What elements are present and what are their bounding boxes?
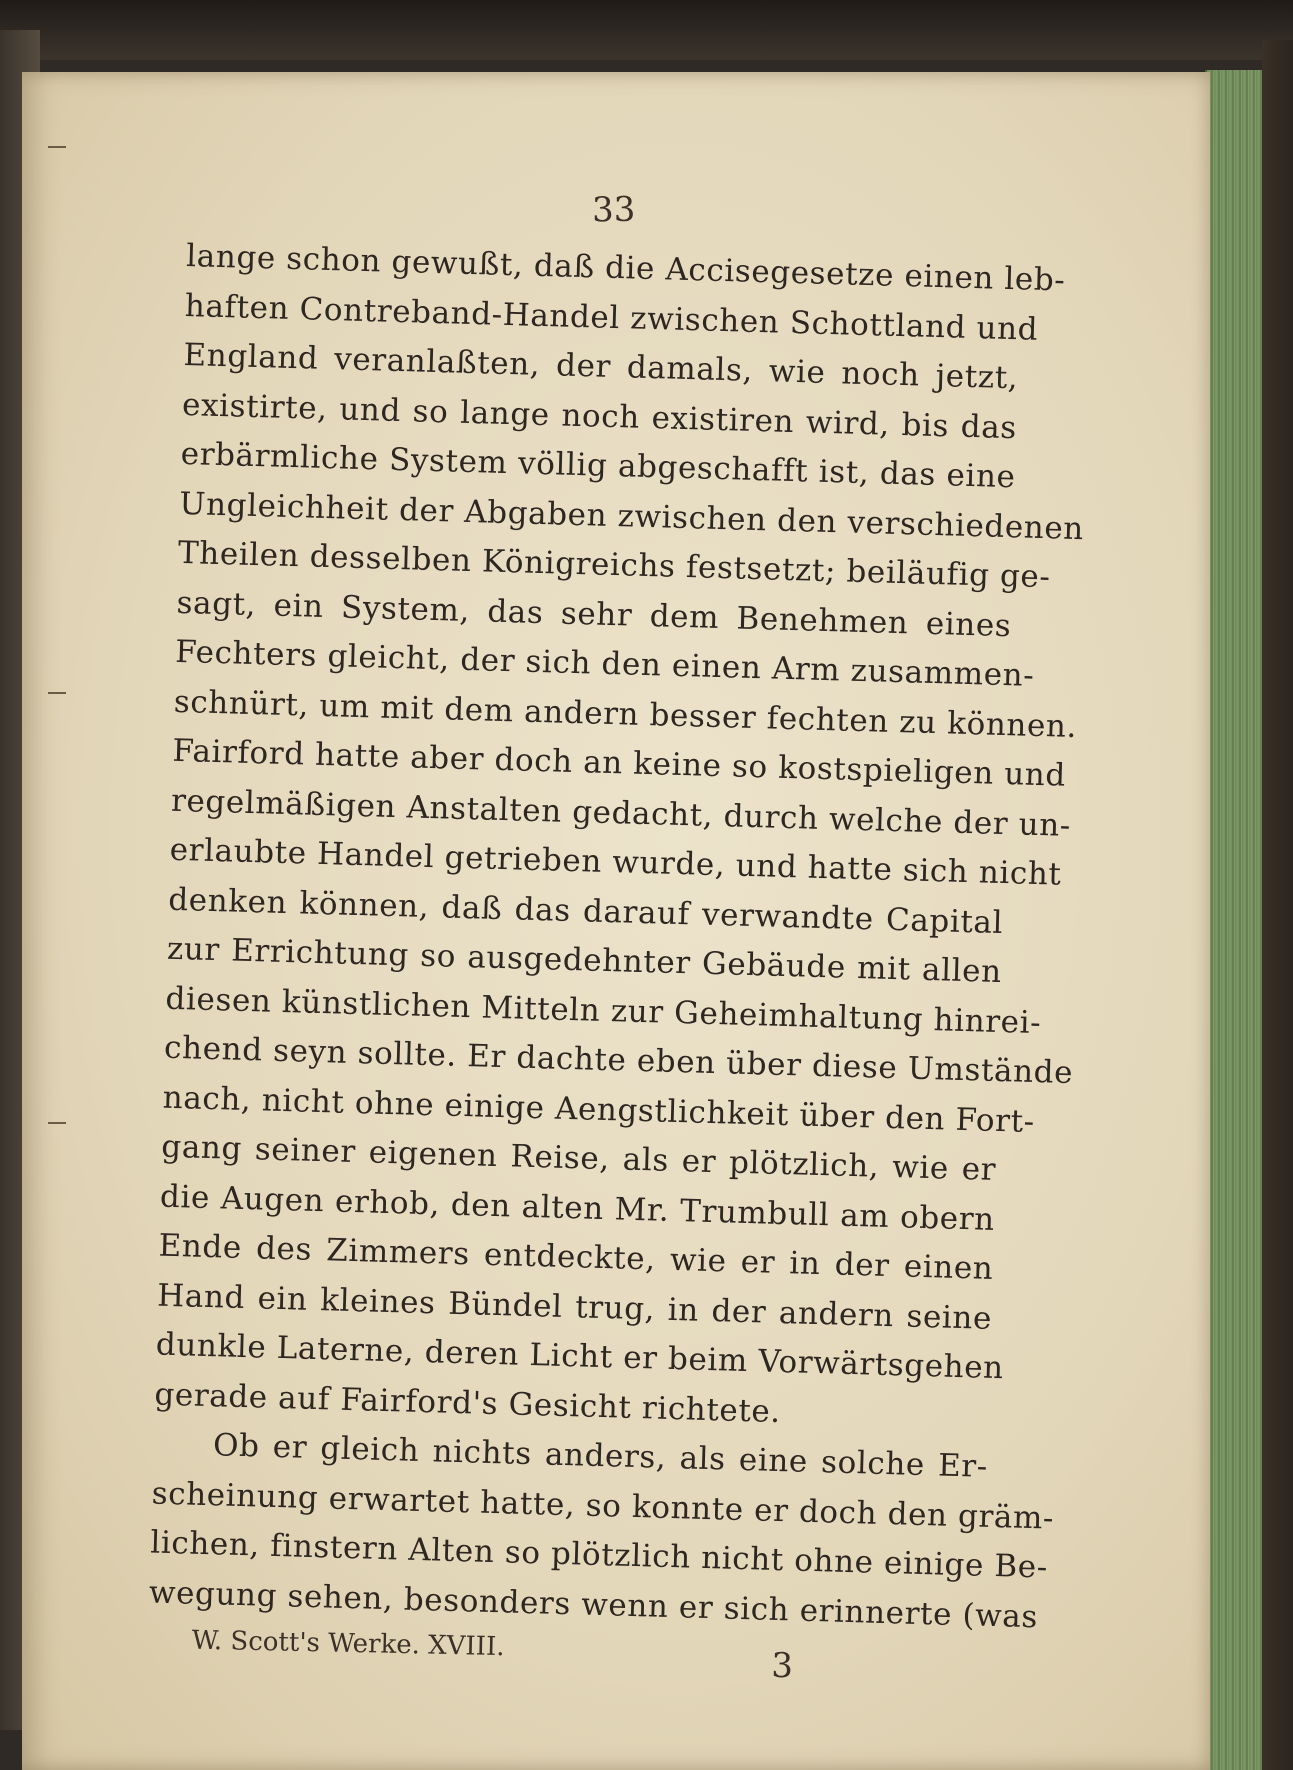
text-line: dunkle Laterne, deren Licht er beim Vorwärtsgehen (155, 1326, 1005, 1387)
text-line: Hand ein kleines Bündel trug, in der andern seine (156, 1277, 993, 1337)
text-line: chend seyn sollte. Er dachte eben über diese Umstände (163, 1029, 1074, 1092)
signature-mark: W. Scott's Werke. XVIII. (191, 1625, 505, 1663)
text-line: erlaubte Handel getrieben wurde, und hatte sich nicht (169, 831, 1062, 893)
text-line: Ungleichheit der Abgaben zwischen den verschiedenen (178, 485, 1085, 547)
gutter-mark (48, 146, 66, 148)
book-page (22, 72, 1210, 1770)
text-line: schnürt, um mit dem andern besser fechten zu können. (173, 683, 1078, 745)
text-line: Fechters gleicht, der sich den einen Arm zusammen- (174, 633, 1035, 694)
body-text (148, 232, 1085, 1641)
text-line: lange schon gewußt, daß die Accisegesetze einen leb- (185, 237, 1066, 299)
text-line: erbärmliche System völlig abgeschafft ist, das eine (180, 435, 1016, 496)
book-cover-right (1262, 40, 1293, 1770)
text-line: denken können, daß das darauf verwandte Capital (167, 881, 1004, 941)
text-line: England veranlaßten, der damals, wie noch jetzt, (183, 336, 1019, 397)
text-line: wegung sehen, besonders wenn er sich erinnerte (was (148, 1573, 1039, 1635)
gutter-mark (48, 692, 66, 694)
gutter-mark (48, 1122, 66, 1124)
text-line: existirte, und so lange noch existiren wird, bis das (181, 386, 1018, 446)
text-line: Theilen desselben Königreichs festsetzt; beiläufig ge- (177, 534, 1051, 596)
text-line: regelmäßigen Anstalten gedacht, durch welche der un- (170, 782, 1072, 844)
folio-number: 3 (770, 1645, 794, 1687)
text-line: gang seiner eigenen Reise, als er plötzlich, wie er (160, 1128, 997, 1188)
page-number: 33 (591, 189, 636, 231)
text-line: Fairford hatte aber doch an keine so kostspieligen und (172, 732, 1067, 794)
text-line: sagt, ein System, das sehr dem Benehmen eines (176, 584, 1012, 644)
text-line: die Augen erhob, den alten Mr. Trumbull am obern (159, 1178, 996, 1238)
text-line: zur Errichtung so ausgedehnter Gebäude mit allen (166, 930, 1003, 991)
text-line: diesen künstlichen Mitteln zur Geheimhaltung hinrei- (165, 980, 1042, 1041)
text-line: Ob er gleich nichts anders, als eine solche Er- (212, 1427, 989, 1485)
text-line: scheinung erwartet hatte, so konnte er doch den gräm- (151, 1475, 1055, 1537)
text-line: lichen, finstern Alten so plötzlich nicht ohne einige Be- (149, 1524, 1049, 1586)
text-line: nach, nicht ohne einige Aengstlichkeit über den Fort- (162, 1079, 1036, 1140)
text-line: Ende des Zimmers entdeckte, wie er in der einen (158, 1227, 994, 1287)
text-line: gerade auf Fairford's Gesicht richtete. (154, 1376, 782, 1430)
book-cover-top (0, 0, 1293, 60)
text-line: haften Contreband-Handel zwischen Schottland und (184, 287, 1039, 348)
